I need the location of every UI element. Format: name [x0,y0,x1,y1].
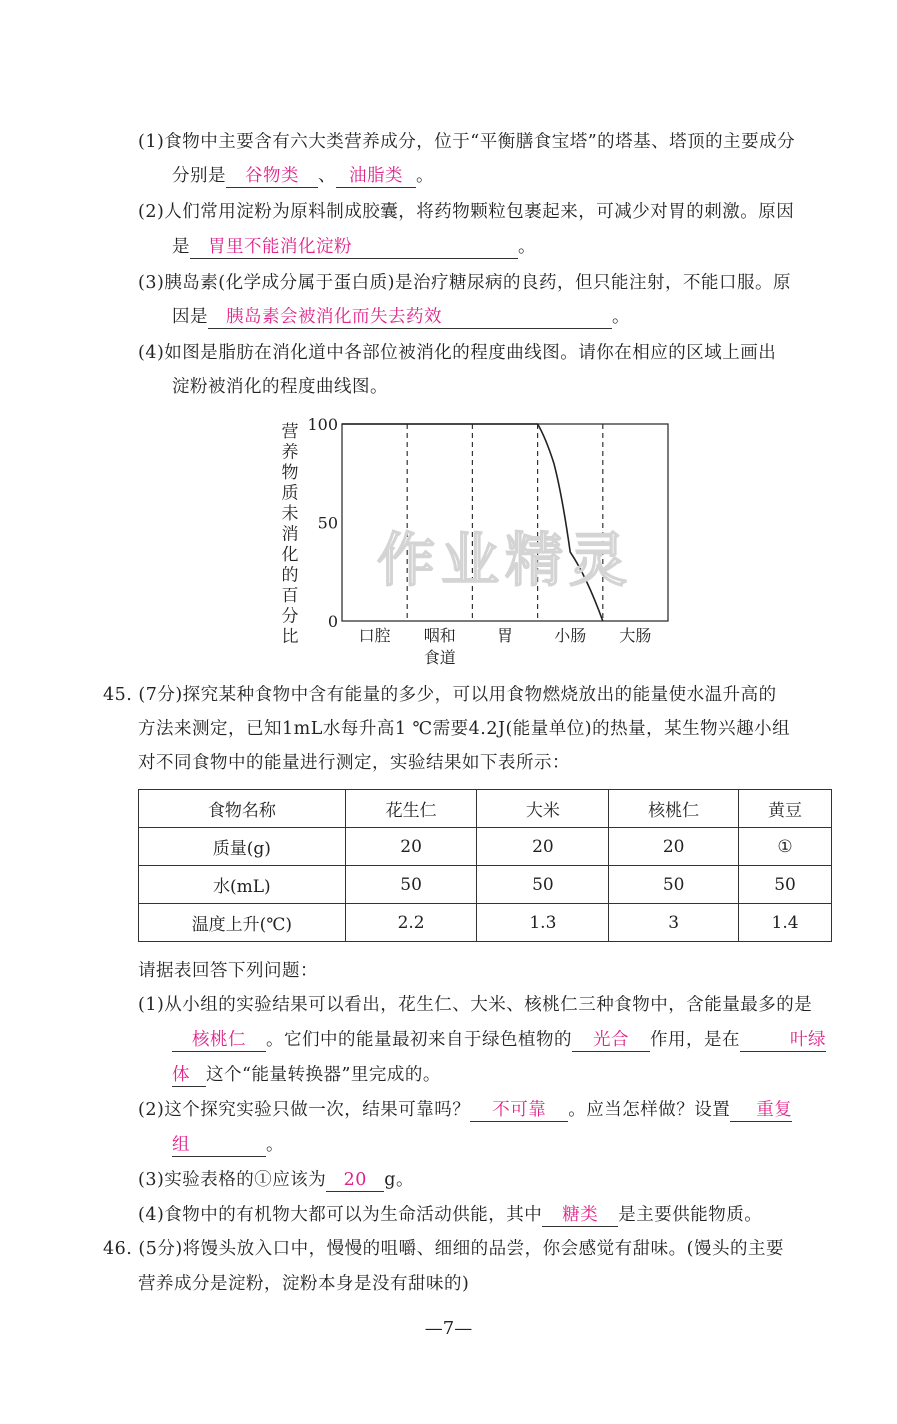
table-cell: 1.3 [477,904,609,942]
table-row [139,828,832,866]
q44-p2-line2 [172,235,536,259]
y-axis-label-char: 百 [281,586,299,606]
food-energy-table [138,789,832,942]
q44-p3-line1: (3)胰岛素(化学成分属于蛋白质)是治疗糖尿病的良药，但只能注射，不能口服。原 [138,273,791,293]
table-header-cell: 大米 [477,790,609,828]
y-axis-label-char: 消 [281,524,299,545]
q45-s1-end: 这个“能量转换器”里完成的。 [206,1065,441,1085]
y-axis-label-char: 的 [281,565,299,586]
x-tick-label: 胃 [496,626,514,645]
y-tick-label: 50 [317,513,338,533]
q44-p3-end: 。 [612,307,630,327]
answer-45-4: 糖类 [562,1205,599,1225]
q45-s2-line2 [172,1133,284,1157]
table-header-cell: 花生仁 [345,790,477,828]
q44-p2-line1: (2)人们常用淀粉为原料制成胶囊，将药物颗粒包裹起来，可减少对胃的刺激。原因 [138,202,795,222]
table-cell: 20 [477,828,609,866]
q44-p1-sep: 、 [318,166,336,186]
y-tick-label: 0 [327,612,338,631]
q45-intro-line2: 方法来测定，已知1mL水每升高1 ℃需要4.2J(能量单位)的热量，某生物兴趣小组 [138,719,791,739]
table-cell: 温度上升(℃) [139,904,346,942]
answer-45-1b: 光合 [593,1030,629,1050]
y-axis-label-char: 物 [281,463,299,483]
table-cell: 20 [345,828,477,866]
answer-45-2b-part1: 重复 [756,1100,793,1120]
watermark: 作业精灵 [376,526,634,594]
table-header-cell: 黄豆 [739,790,832,828]
q44-p3-line2 [172,305,630,329]
q45-s2-question: (2)这个探究实验只做一次，结果可靠吗？ [138,1100,471,1120]
y-axis-label-char: 质 [281,483,299,504]
answer-45-1c-part2: 体 [172,1065,190,1085]
table-cell: 1.4 [739,904,832,942]
table-header-cell: 食物名称 [139,790,346,828]
q45-s4-prefix: (4)食物中的有机物大都可以为生命活动供能，其中 [138,1205,543,1225]
y-axis-label-char: 分 [281,606,299,627]
table-cell: 50 [345,866,477,904]
digestion-chart [270,410,680,670]
q45-intro-line1: 45. (7分)探究某种食物中含有能量的多少，可以用食物燃烧放出的能量使水温升高的 [103,685,777,705]
q46-line1: 46. (5分)将馒头放入口中，慢慢的咀嚼、细细的品尝，你会感觉有甜味。(馒头的主要 [103,1239,785,1259]
y-axis-label-char: 化 [281,545,299,565]
table-row [139,904,832,942]
q44-p4-line1: (4)如图是脂肪在消化道中各部位被消化的程度曲线图。请你在相应的区域上画出 [138,343,777,363]
answer-45-3: 20 [343,1170,367,1190]
q44-p1-line2 [172,164,434,188]
x-tick-label: 小肠 [554,626,587,645]
q44-p2-end: 。 [518,237,536,257]
answer-45-2b-part2: 组 [172,1135,190,1155]
x-tick-label: 大肠 [619,626,652,645]
y-axis-label-char: 营 [281,422,299,442]
q45-s3-prefix: (3)实验表格的①应该为 [138,1170,327,1190]
q45-s2-mid: 。应当怎样做？设置 [568,1100,731,1120]
table-cell: 50 [739,866,832,904]
answer-45-1c-part1: 叶绿 [790,1030,826,1050]
table-cell: 50 [477,866,609,904]
table-cell: 3 [609,904,739,942]
q45-s1-line2 [172,1028,826,1052]
q45-s2-line1 [138,1098,792,1122]
q44-p3-prefix: 因是 [172,307,208,327]
x-tick-label: 咽和食道 [423,626,456,667]
y-axis-label [282,422,299,647]
q44-p1-prefix: 分别是 [172,166,226,186]
answer-45-2a: 不可靠 [492,1100,547,1120]
table-cell: 20 [609,828,739,866]
q44-p2-prefix: 是 [172,237,190,257]
y-axis-label-char: 比 [281,627,299,647]
q45-s3-end: g。 [384,1170,414,1190]
table-cell: ① [739,828,832,866]
q45-s1-line3 [172,1063,441,1087]
answer-45-1a: 核桃仁 [192,1030,246,1050]
answer-3: 胰岛素会被消化而失去药效 [226,307,442,327]
table-cell: 50 [609,866,739,904]
answer-1b: 油脂类 [349,166,403,186]
table-header-row [139,790,832,828]
q45-intro-line3: 对不同食物中的能量进行测定，实验结果如下表所示： [138,753,570,773]
q45-s4-end: 是主要供能物质。 [618,1205,763,1225]
table-header-cell: 核桃仁 [609,790,739,828]
y-axis-label-char: 养 [281,442,299,463]
q45-prompt: 请据表回答下列问题： [138,961,318,981]
table-cell: 水(mL) [139,866,346,904]
q45-s4 [138,1203,762,1227]
x-tick-label: 口腔 [358,626,391,645]
q45-s1-line1: (1)从小组的实验结果可以看出，花生仁、大米、核桃仁三种食物中，含能量最多的是 [138,995,813,1015]
q46-line2: 营养成分是淀粉，淀粉本身是没有甜味的) [138,1274,470,1294]
table-cell: 质量(g) [139,828,346,866]
y-tick-label: 100 [307,415,338,434]
q45-s2-end: 。 [266,1135,284,1155]
answer-1a: 谷物类 [245,166,299,186]
page-number: —7— [424,1318,473,1339]
q44-p4-line2: 淀粉被消化的程度曲线图。 [172,377,388,397]
q44-p1-line1: (1)食物中主要含有六大类营养成分，位于“平衡膳食宝塔”的塔基、塔顶的主要成分 [138,132,796,152]
q44-p1-end: 。 [416,166,434,186]
answer-2: 胃里不能消化淀粉 [208,237,352,257]
table-cell: 2.2 [345,904,477,942]
q45-s1-mid2: 作用，是在 [650,1030,740,1050]
q45-s3 [138,1168,414,1192]
table-row [139,866,832,904]
q45-s1-mid: 。它们中的能量最初来自于绿色植物的 [266,1030,572,1050]
y-axis-label-char: 未 [281,504,299,524]
